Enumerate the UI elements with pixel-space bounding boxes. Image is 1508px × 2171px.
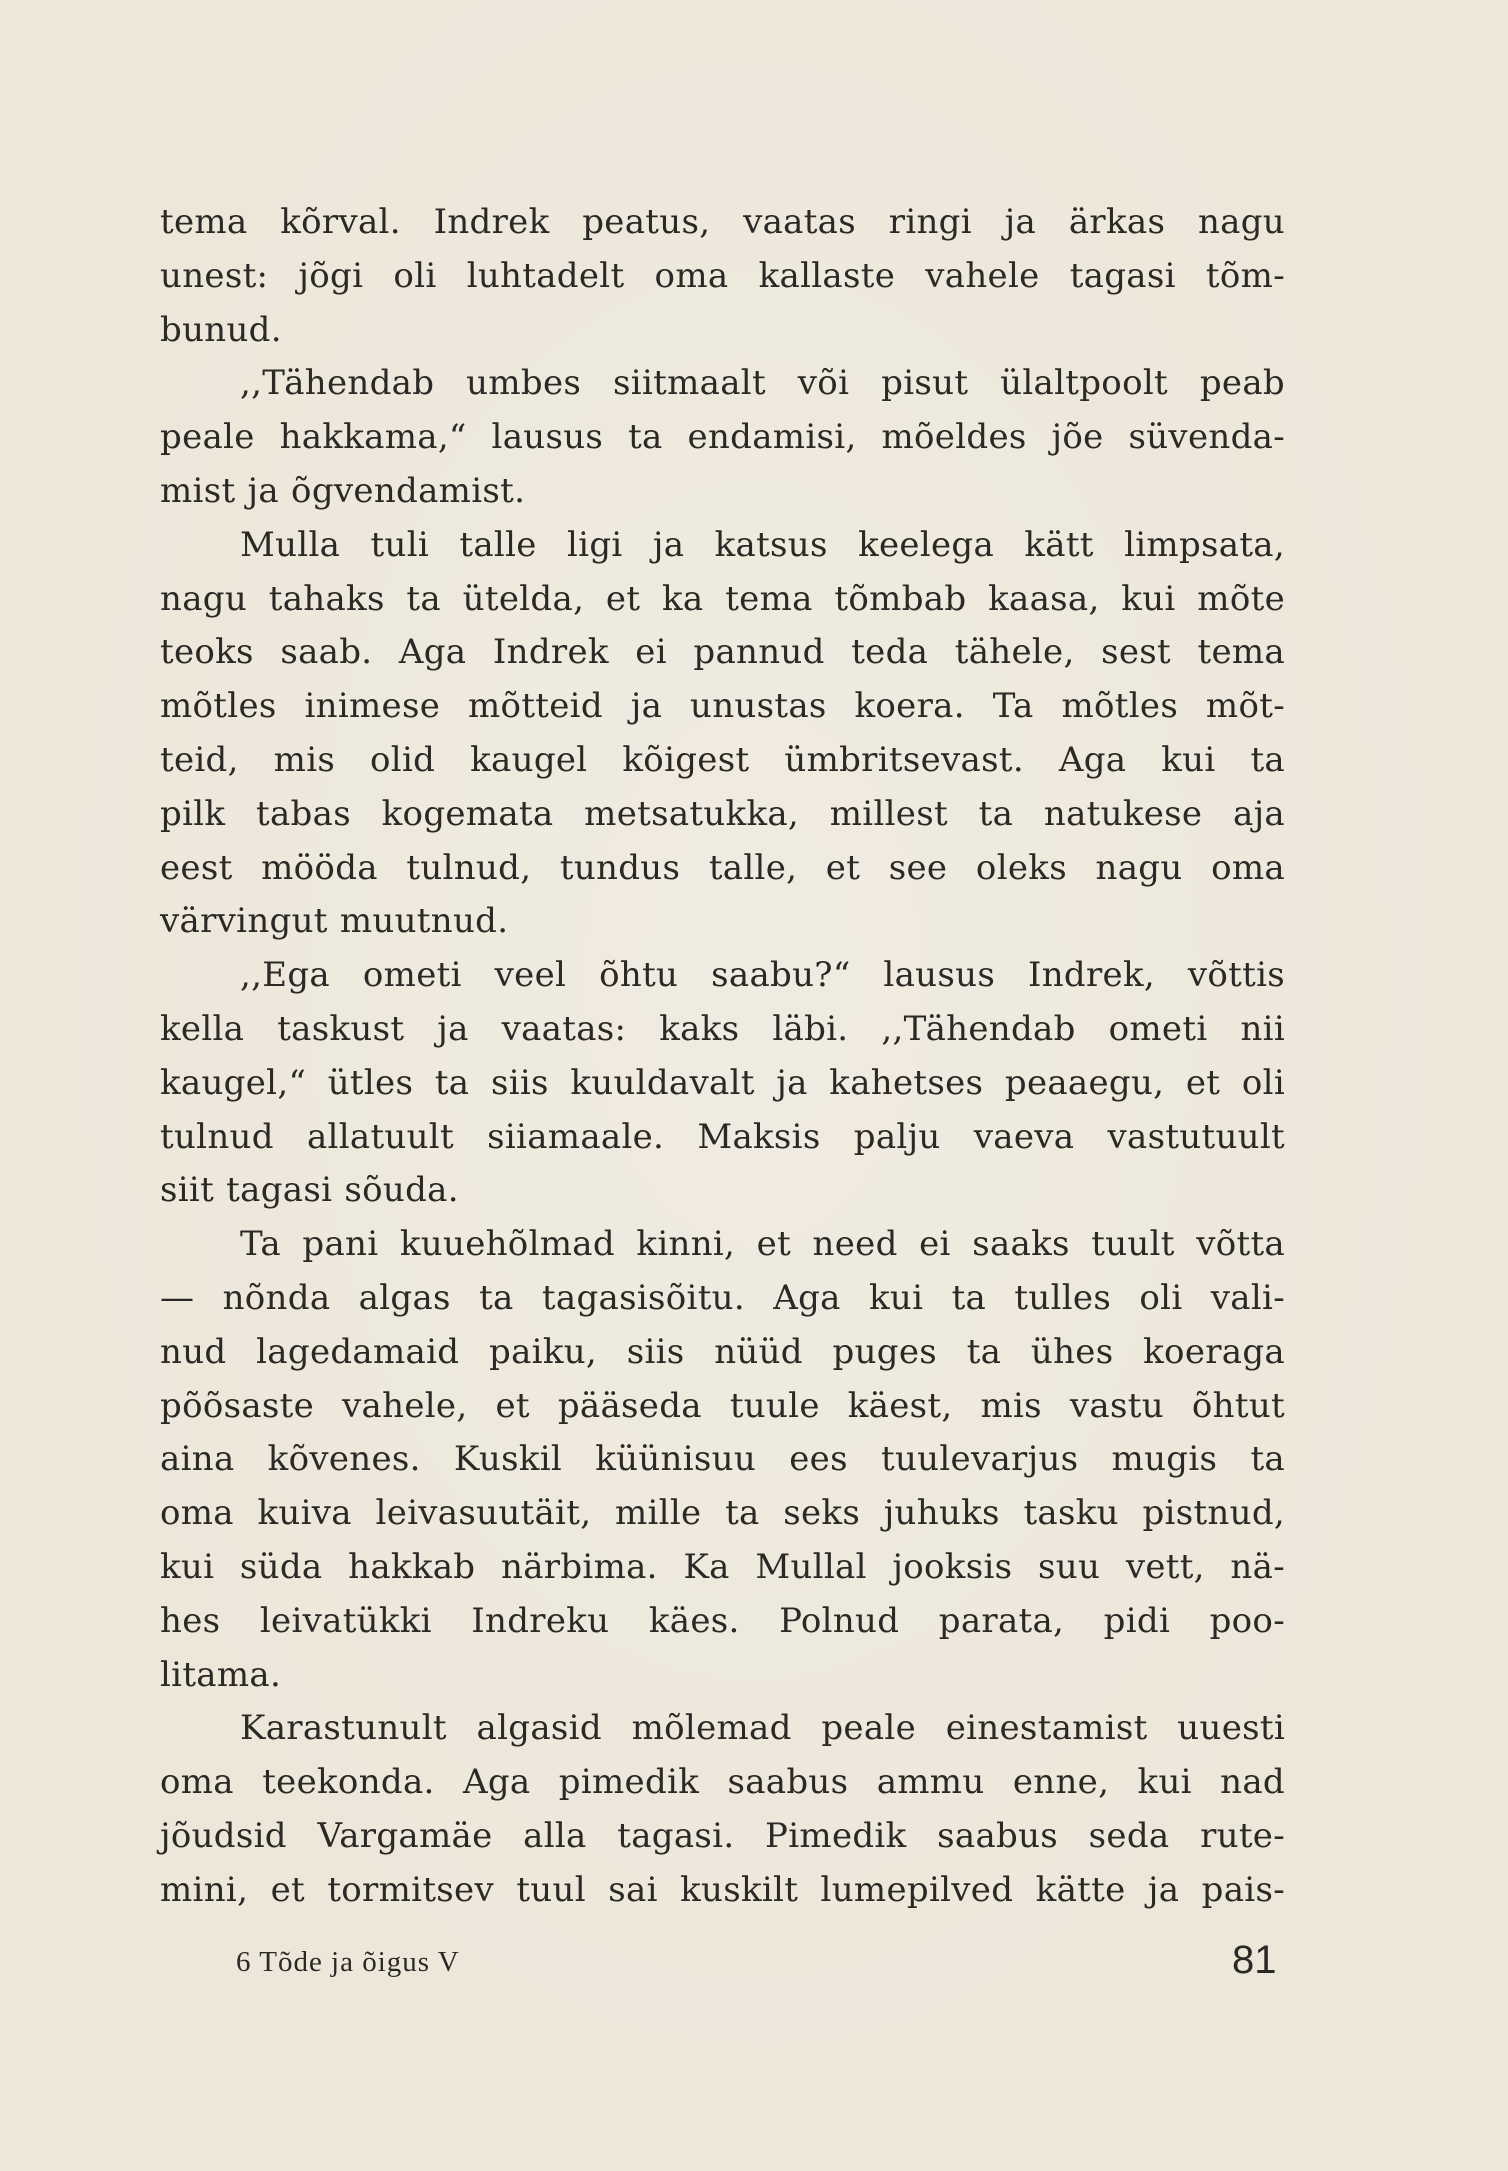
page-number: 81: [1232, 1938, 1277, 1982]
text-line: kui süda hakkab närbima. Ka Mullal jooksis suu vett, nä-: [160, 1546, 1285, 1587]
text-line: Mulla tuli talle ligi ja katsus keelega kätt limpsata,: [240, 524, 1285, 565]
text-line: hes leivatükki Indreku käes. Polnud parata, pidi poo-: [160, 1600, 1285, 1641]
text-line: eest mööda tulnud, tundus talle, et see oleks nagu oma: [160, 847, 1285, 888]
text-line: siit tagasi sõuda.: [160, 1170, 459, 1211]
text-line: Ta pani kuuehõlmad kinni, et need ei saaks tuult võtta: [240, 1224, 1285, 1265]
text-line: ,,Ega ometi veel õhtu saabu?“ lausus Indrek, võttis: [240, 955, 1285, 996]
text-line: oma kuiva leivasuutäit, mille ta seks juhuks tasku pistnud,: [160, 1493, 1285, 1534]
text-line: tema kõrval. Indrek peatus, vaatas ringi ja ärkas nagu: [160, 202, 1285, 242]
text-line: teid, mis olid kaugel kõigest ümbritsevast. Aga kui ta: [160, 739, 1285, 780]
text-line: jõudsid Vargamäe alla tagasi. Pimedik saabus seda rute-: [160, 1815, 1285, 1856]
text-line: unest: jõgi oli luhtadelt oma kallaste vahele tagasi tõm-: [160, 255, 1285, 296]
text-line: litama.: [160, 1654, 282, 1695]
text-line: nud lagedamaid paiku, siis nüüd puges ta ühes koeraga: [160, 1331, 1285, 1372]
text-line: Karastunult algasid mõlemad peale einestamist uuesti: [240, 1708, 1285, 1749]
text-line: teoks saab. Aga Indrek ei pannud teda tähele, sest tema: [160, 632, 1285, 673]
text-line: aina kõvenes. Kuskil küünisuu ees tuulevarjus mugis ta: [160, 1439, 1285, 1480]
text-line: peale hakkama,“ lausus ta endamisi, mõeldes jõe süvenda-: [160, 417, 1285, 458]
body-text: [160, 196, 1285, 1918]
text-line: värvingut muutnud.: [160, 901, 509, 942]
text-line: nagu tahaks ta ütelda, et ka tema tõmbab kaasa, kui mõte: [160, 578, 1285, 619]
text-line: kaugel,“ ütles ta siis kuuldavalt ja kahetses peaaegu, et oli: [160, 1062, 1285, 1103]
text-line: mini, et tormitsev tuul sai kuskilt lumepilved kätte ja pais-: [160, 1869, 1285, 1910]
text-line: kella taskust ja vaatas: kaks läbi. ,,Tähendab ometi nii: [160, 1008, 1285, 1049]
text-line: tulnud allatuult siiamaale. Maksis palju vaeva vastutuult: [160, 1116, 1285, 1157]
text-line: pilk tabas kogemata metsatukka, millest ta natukese aja: [160, 793, 1285, 834]
text-line: ,,Tähendab umbes siitmaalt või pisut ülaltpoolt peab: [240, 363, 1285, 404]
printer-signature: 6 Tõde ja õigus V: [236, 1946, 460, 1978]
text-line: mist ja õgvendamist.: [160, 470, 526, 511]
text-line: — nõnda algas ta tagasisõitu. Aga kui ta tulles oli vali-: [160, 1277, 1285, 1318]
text-line: bunud.: [160, 309, 282, 350]
text-line: mõtles inimese mõtteid ja unustas koera. Ta mõtles mõt-: [160, 686, 1285, 727]
text-line: põõsaste vahele, et pääseda tuule käest, mis vastu õhtut: [160, 1385, 1285, 1426]
text-line: oma teekonda. Aga pimedik saabus ammu enne, kui nad: [160, 1762, 1285, 1803]
